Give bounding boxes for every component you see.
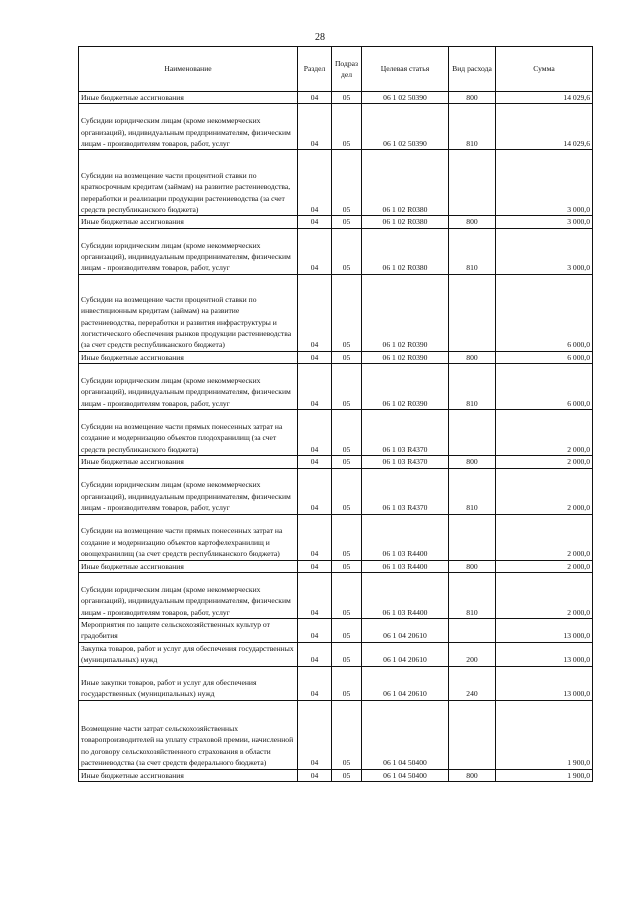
row-subsection: 05 (332, 666, 362, 700)
table-row (79, 92, 593, 104)
row-name: Субсидии на возмещение части прямых понесенных затрат на создание и модернизацию объектов картофелехранилищ и овощехранилищ (за счет средств республиканского бюджета) (79, 514, 298, 560)
row-target: 06 1 03 R4400 (362, 573, 449, 619)
row-subsection: 05 (332, 364, 362, 410)
row-subsection: 05 (332, 514, 362, 560)
row-section: 04 (298, 456, 332, 468)
row-name: Субсидии юридическим лицам (кроме некоммерческих организаций), индивидуальным предпринимателям, физическим лицам - производителям товаров, работ, услуг (79, 468, 298, 514)
row-section: 04 (298, 410, 332, 456)
row-kind: 800 (449, 456, 496, 468)
row-subsection: 05 (332, 351, 362, 363)
budget-table (78, 46, 593, 782)
row-kind (449, 150, 496, 216)
row-kind: 800 (449, 351, 496, 363)
row-subsection: 05 (332, 410, 362, 456)
row-sum: 1 900,0 (496, 700, 593, 769)
row-target: 06 1 03 R4370 (362, 410, 449, 456)
row-kind: 800 (449, 769, 496, 781)
row-section: 04 (298, 351, 332, 363)
row-name: Иные бюджетные ассигнования (79, 92, 298, 104)
row-section: 04 (298, 560, 332, 572)
table-row (79, 150, 593, 216)
row-name: Субсидии юридическим лицам (кроме некоммерческих организаций), индивидуальным предпринимателям, физическим лицам - производителям товаров, работ, услуг (79, 228, 298, 274)
row-target: 06 1 04 20610 (362, 666, 449, 700)
row-target: 06 1 04 50400 (362, 700, 449, 769)
row-sum: 6 000,0 (496, 351, 593, 363)
row-target: 06 1 02 50390 (362, 104, 449, 150)
row-name: Субсидии на возмещение части процентной ставки по инвестиционным кредитам (займам) на развитие растениеводства, переработки и развития инфраструктуры и логистического обеспечения рынков продукции растениеводства (за счет средств республиканского бюджета) (79, 274, 298, 351)
row-section: 04 (298, 150, 332, 216)
table-row (79, 456, 593, 468)
row-subsection: 05 (332, 456, 362, 468)
row-name: Возмещение части затрат сельскохозяйственных товаропроизводителей на уплату страховой премии, начисленной по договору сельскохозяйственного страхования в области растениеводства (за счет средств федерального бюджета) (79, 700, 298, 769)
row-section: 04 (298, 216, 332, 228)
row-sum: 2 000,0 (496, 560, 593, 572)
row-sum: 3 000,0 (496, 216, 593, 228)
table-row (79, 216, 593, 228)
row-kind: 240 (449, 666, 496, 700)
table-row (79, 514, 593, 560)
row-name: Иные бюджетные ассигнования (79, 456, 298, 468)
table-row (79, 700, 593, 769)
row-kind: 800 (449, 216, 496, 228)
row-target: 06 1 02 R0390 (362, 351, 449, 363)
row-subsection: 05 (332, 104, 362, 150)
table-header-row (79, 47, 593, 92)
row-name: Иные бюджетные ассигнования (79, 216, 298, 228)
row-kind (449, 410, 496, 456)
row-name: Субсидии юридическим лицам (кроме некоммерческих организаций), индивидуальным предпринимателям, физическим лицам - производителям товаров, работ, услуг (79, 104, 298, 150)
row-sum: 2 000,0 (496, 468, 593, 514)
row-kind: 810 (449, 468, 496, 514)
row-sum: 6 000,0 (496, 364, 593, 410)
row-sum: 3 000,0 (496, 228, 593, 274)
row-section: 04 (298, 104, 332, 150)
row-subsection: 05 (332, 468, 362, 514)
table-row (79, 364, 593, 410)
row-sum: 2 000,0 (496, 514, 593, 560)
row-kind: 800 (449, 92, 496, 104)
row-subsection: 05 (332, 769, 362, 781)
row-target: 06 1 03 R4400 (362, 514, 449, 560)
row-target: 06 1 02 R0390 (362, 364, 449, 410)
row-kind: 810 (449, 104, 496, 150)
header-subsection: Подраз дел (332, 47, 362, 92)
row-section: 04 (298, 700, 332, 769)
page-number: 28 (315, 32, 325, 43)
row-name: Субсидии юридическим лицам (кроме некоммерческих организаций), индивидуальным предпринимателям, физическим лицам - производителям товаров, работ, услуг (79, 573, 298, 619)
table-row (79, 410, 593, 456)
row-section: 04 (298, 364, 332, 410)
row-sum: 2 000,0 (496, 573, 593, 619)
row-kind (449, 700, 496, 769)
row-sum: 2 000,0 (496, 456, 593, 468)
row-sum: 13 000,0 (496, 619, 593, 643)
row-name: Субсидии на возмещение части процентной ставки по краткосрочным кредитам (займам) на развитие растениеводства, переработки и реализации продукции растениеводства (за счет средств республиканского бюджета) (79, 150, 298, 216)
row-sum: 2 000,0 (496, 410, 593, 456)
header-name: Наименование (79, 47, 298, 92)
table-row (79, 274, 593, 351)
row-target: 06 1 02 50390 (362, 92, 449, 104)
row-subsection: 05 (332, 92, 362, 104)
row-kind (449, 274, 496, 351)
row-section: 04 (298, 228, 332, 274)
row-sum: 1 900,0 (496, 769, 593, 781)
row-target: 06 1 04 50400 (362, 769, 449, 781)
row-section: 04 (298, 666, 332, 700)
table-row (79, 560, 593, 572)
row-section: 04 (298, 642, 332, 666)
table-row (79, 351, 593, 363)
row-kind: 200 (449, 642, 496, 666)
row-target: 06 1 04 20610 (362, 619, 449, 643)
row-sum: 6 000,0 (496, 274, 593, 351)
row-target: 06 1 02 R0380 (362, 216, 449, 228)
header-kind: Вид расхода (449, 47, 496, 92)
header-target: Целевая статья (362, 47, 449, 92)
row-target: 06 1 03 R4400 (362, 560, 449, 572)
row-section: 04 (298, 274, 332, 351)
table-row (79, 468, 593, 514)
row-target: 06 1 04 20610 (362, 642, 449, 666)
row-sum: 14 029,6 (496, 104, 593, 150)
table-row (79, 573, 593, 619)
row-name: Иные закупки товаров, работ и услуг для обеспечения государственных (муниципальных) нужд (79, 666, 298, 700)
row-name: Закупка товаров, работ и услуг для обеспечения государственных (муниципальных) нужд (79, 642, 298, 666)
table-row (79, 228, 593, 274)
row-name: Субсидии на возмещение части прямых понесенных затрат на создание и модернизацию объектов плодохранилищ (за счет средств республиканского бюджета) (79, 410, 298, 456)
row-name: Иные бюджетные ассигнования (79, 560, 298, 572)
table-row (79, 104, 593, 150)
row-subsection: 05 (332, 228, 362, 274)
row-kind: 810 (449, 573, 496, 619)
row-subsection: 05 (332, 274, 362, 351)
row-name: Мероприятия по защите сельскохозяйственных культур от градобития (79, 619, 298, 643)
row-subsection: 05 (332, 642, 362, 666)
row-target: 06 1 03 R4370 (362, 468, 449, 514)
table-row (79, 666, 593, 700)
table-body (79, 92, 593, 782)
table-row (79, 619, 593, 643)
row-kind (449, 619, 496, 643)
row-target: 06 1 02 R0380 (362, 150, 449, 216)
row-sum: 13 000,0 (496, 666, 593, 700)
row-name: Иные бюджетные ассигнования (79, 351, 298, 363)
row-subsection: 05 (332, 560, 362, 572)
row-sum: 13 000,0 (496, 642, 593, 666)
row-target: 06 1 02 R0380 (362, 228, 449, 274)
row-sum: 3 000,0 (496, 150, 593, 216)
row-subsection: 05 (332, 216, 362, 228)
row-section: 04 (298, 468, 332, 514)
row-target: 06 1 02 R0390 (362, 274, 449, 351)
row-subsection: 05 (332, 619, 362, 643)
row-name: Иные бюджетные ассигнования (79, 769, 298, 781)
row-section: 04 (298, 619, 332, 643)
row-kind: 810 (449, 364, 496, 410)
header-section: Раздел (298, 47, 332, 92)
row-kind: 800 (449, 560, 496, 572)
row-sum: 14 029,6 (496, 92, 593, 104)
row-subsection: 05 (332, 700, 362, 769)
row-kind (449, 514, 496, 560)
row-subsection: 05 (332, 150, 362, 216)
row-target: 06 1 03 R4370 (362, 456, 449, 468)
table-row (79, 642, 593, 666)
row-subsection: 05 (332, 573, 362, 619)
row-kind: 810 (449, 228, 496, 274)
table-row (79, 769, 593, 781)
row-section: 04 (298, 514, 332, 560)
header-sum: Сумма (496, 47, 593, 92)
row-section: 04 (298, 573, 332, 619)
row-section: 04 (298, 92, 332, 104)
row-name: Субсидии юридическим лицам (кроме некоммерческих организаций), индивидуальным предпринимателям, физическим лицам - производителям товаров, работ, услуг (79, 364, 298, 410)
row-section: 04 (298, 769, 332, 781)
